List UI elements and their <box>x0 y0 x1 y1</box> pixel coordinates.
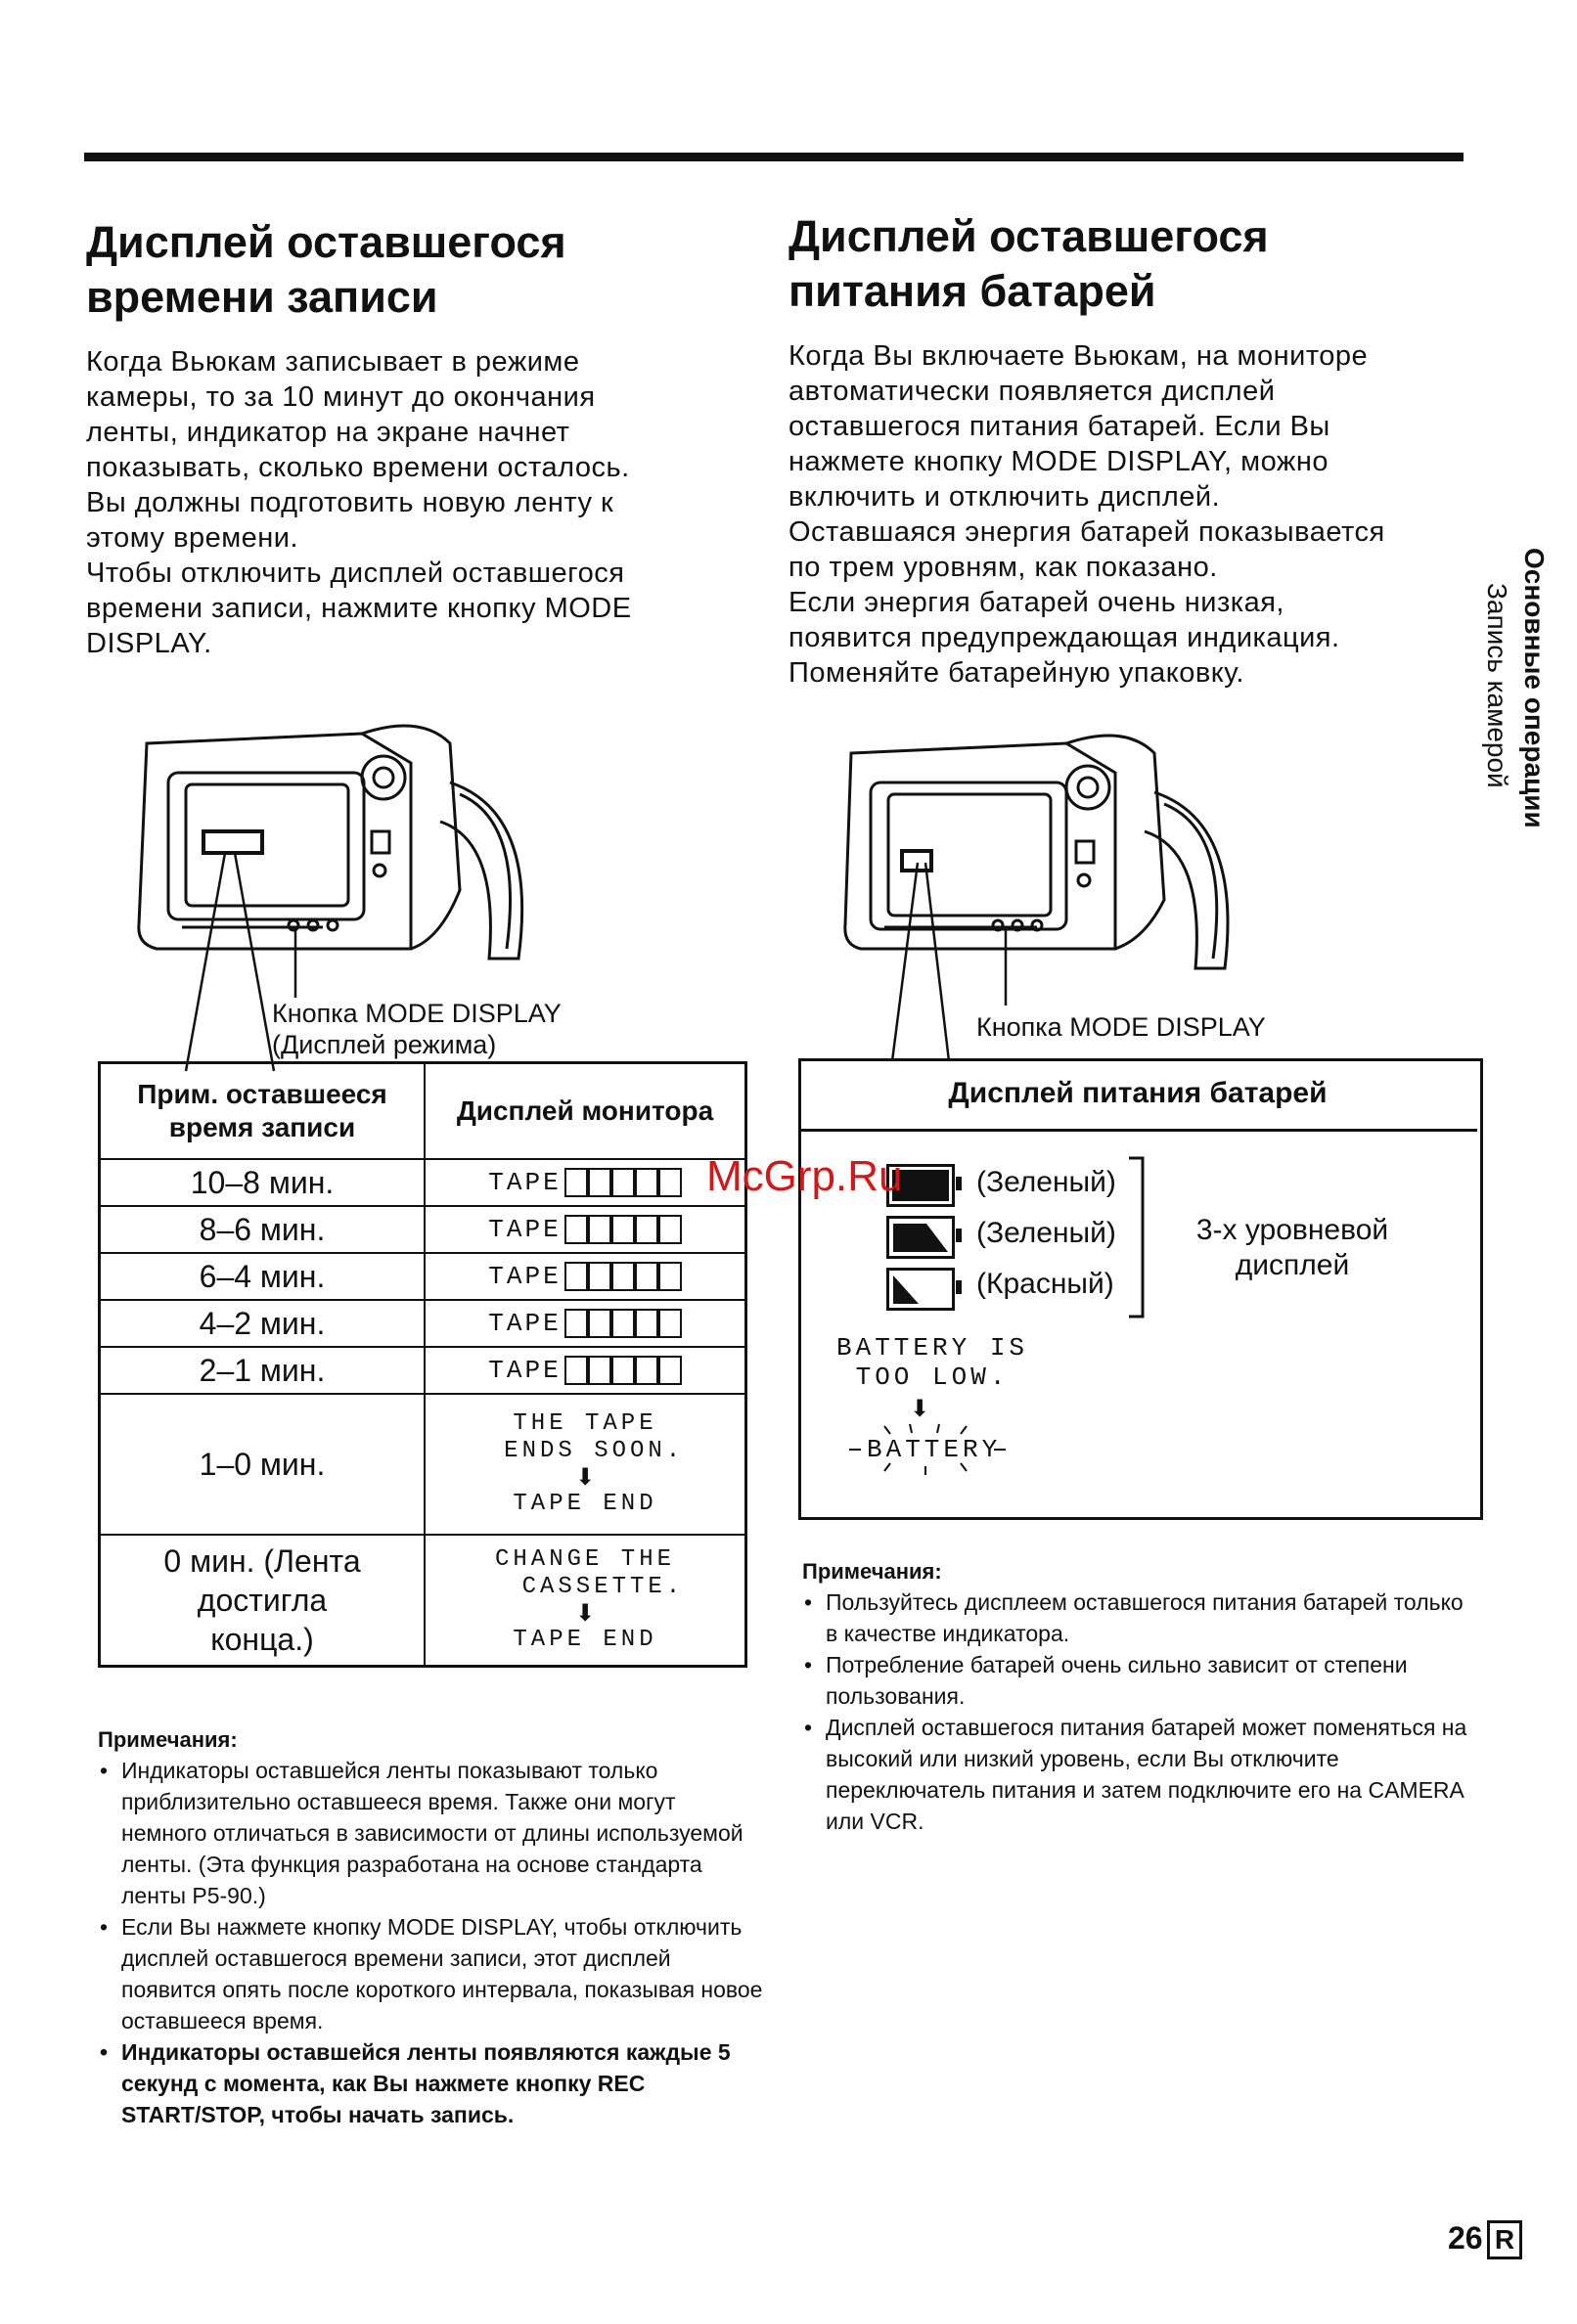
note-item: • Пользуйтесь дисплеем оставшегося питания батарей только в качестве индикатора. <box>802 1587 1477 1649</box>
battery-two-thirds-icon <box>886 1216 955 1259</box>
right-title: Дисплей оставшегося питания батарей <box>788 211 1269 316</box>
lcd-text: TAPE END <box>513 1627 657 1653</box>
page-footer <box>1448 2220 1522 2259</box>
time-cell: 0 мин. (Лента достигла конца.) <box>100 1535 426 1667</box>
note-item: • Индикаторы оставшейся ленты появляются каждые 5 секунд с момента, как Вы нажмете кнопку REC START/STOP, чтобы начать запись. <box>98 2036 763 2130</box>
battery-warning-line1: BATTERY IS <box>836 1333 1029 1363</box>
table-row <box>100 1394 746 1535</box>
note-item: • Потребление батарей очень сильно зависит от степени пользования. <box>802 1649 1477 1712</box>
left-title: Дисплей оставшегося времени записи <box>86 217 566 322</box>
battery-blink-text: BATTERY <box>867 1435 1002 1464</box>
tape-label: TAPE <box>488 1355 562 1385</box>
note-item: • Если Вы нажмете кнопку MODE DISPLAY, чтобы отключить дисплей оставшегося времени записи, этот дисплей появится опять после короткого интервала, показывая новое оставшееся время. <box>98 1911 763 2036</box>
down-arrow-icon: ⬇ <box>574 1464 596 1491</box>
display-cell <box>425 1394 746 1535</box>
top-rule <box>84 153 1464 161</box>
note-item: • Индикаторы оставшейся ленты показывают только приблизительно оставшееся время. Также они могут немного отличаться в зависимости от длины используемой ленты. (Эта функция разработана на основе стандарта ленты P5-90.) <box>98 1755 763 1911</box>
watermark-text: McGrp.Ru <box>706 1152 903 1200</box>
table-row <box>100 1159 746 1206</box>
lcd-text: CASSETTE. <box>485 1574 685 1600</box>
display-cell <box>425 1159 746 1206</box>
language-badge: R <box>1487 2220 1522 2259</box>
three-level-label: 3-х уровневой дисплей <box>1195 1214 1389 1281</box>
battery-level-label: (Красный) <box>976 1268 1114 1300</box>
tape-remaining-table <box>98 1061 747 1668</box>
tape-label: TAPE <box>488 1261 562 1291</box>
display-cell <box>425 1300 746 1347</box>
left-callout-label: Кнопка MODE DISPLAY (Дисплей режима) <box>272 999 562 1059</box>
table-row <box>100 1300 746 1347</box>
note-item: • Дисплей оставшегося питания батарей может поменяться на высокий или низкий уровень, если Вы отключите переключатель питания и затем подключите его на CAMERA или VCR. <box>802 1712 1477 1837</box>
tape-label: TAPE <box>488 1308 562 1338</box>
table-row <box>100 1206 746 1253</box>
time-cell: 2–1 мин. <box>100 1347 426 1394</box>
battery-level-label: (Зеленый) <box>976 1217 1116 1249</box>
time-cell: 4–2 мин. <box>100 1300 426 1347</box>
right-notes <box>802 1557 1477 1837</box>
notes-title: Примечания: <box>802 1559 942 1584</box>
side-subsection-title: Запись камерой <box>1482 583 1512 788</box>
notes-title: Примечания: <box>98 1727 238 1752</box>
left-body: Когда Вьюкам записывает в режиме камеры, то за 10 минут до окончания ленты, индикатор на экране начнет показывать, сколько времени осталось. Вы должны подготовить новую ленту к этому времени. Чтобы отключить дисплей оставшегося времени записи, нажмите кнопку MODE DISPLAY. <box>86 346 632 659</box>
table-row <box>100 1253 746 1300</box>
battery-level-label: (Зеленый) <box>976 1166 1116 1198</box>
display-cell <box>425 1253 746 1300</box>
down-arrow-icon: ⬇ <box>574 1600 596 1627</box>
lcd-text: ENDS SOON. <box>485 1438 685 1464</box>
battery-warning-line2: TOO LOW. <box>836 1363 1010 1392</box>
display-cell <box>425 1347 746 1394</box>
time-cell: 10–8 мин. <box>100 1159 426 1206</box>
time-cell: 6–4 мин. <box>100 1253 426 1300</box>
display-cell <box>425 1206 746 1253</box>
tape-label: TAPE <box>488 1214 562 1244</box>
lcd-text: THE TAPE <box>513 1410 657 1437</box>
lcd-text: CHANGE THE <box>494 1546 676 1573</box>
table-row <box>100 1347 746 1394</box>
display-cell <box>425 1535 746 1667</box>
table-row <box>100 1535 746 1667</box>
right-body: Когда Вы включаете Вьюкам, на мониторе автоматически появляется дисплей оставшегося питания батарей. Если Вы нажмете кнопку MODE DISPLAY, можно включить и отключить дисплей. Оставшаяся энергия батарей показывается по трем уровням, как показано. Если энергия батарей очень низкая, появится предупреждающая индикация. Поменяйте батарейную упаковку. <box>788 340 1385 689</box>
battery-one-third-icon <box>886 1268 955 1311</box>
page-number: 26 <box>1448 2220 1483 2256</box>
left-notes <box>98 1725 763 2130</box>
down-arrow-icon: ⬇ <box>910 1396 930 1422</box>
lcd-text: TAPE END <box>513 1491 657 1517</box>
time-cell: 1–0 мин. <box>100 1394 426 1535</box>
time-cell: 8–6 мин. <box>100 1206 426 1253</box>
side-section-title: Основные операции <box>1519 548 1550 828</box>
table-header-display: Дисплей монитора <box>425 1063 746 1160</box>
right-callout-label: Кнопка MODE DISPLAY <box>976 1012 1266 1042</box>
tape-label: TAPE <box>488 1167 562 1197</box>
battery-display-header: Дисплей питания батарей <box>798 1058 1477 1132</box>
table-header-time: Прим. оставшееся время записи <box>100 1063 426 1160</box>
bracket-line <box>1125 1154 1154 1320</box>
